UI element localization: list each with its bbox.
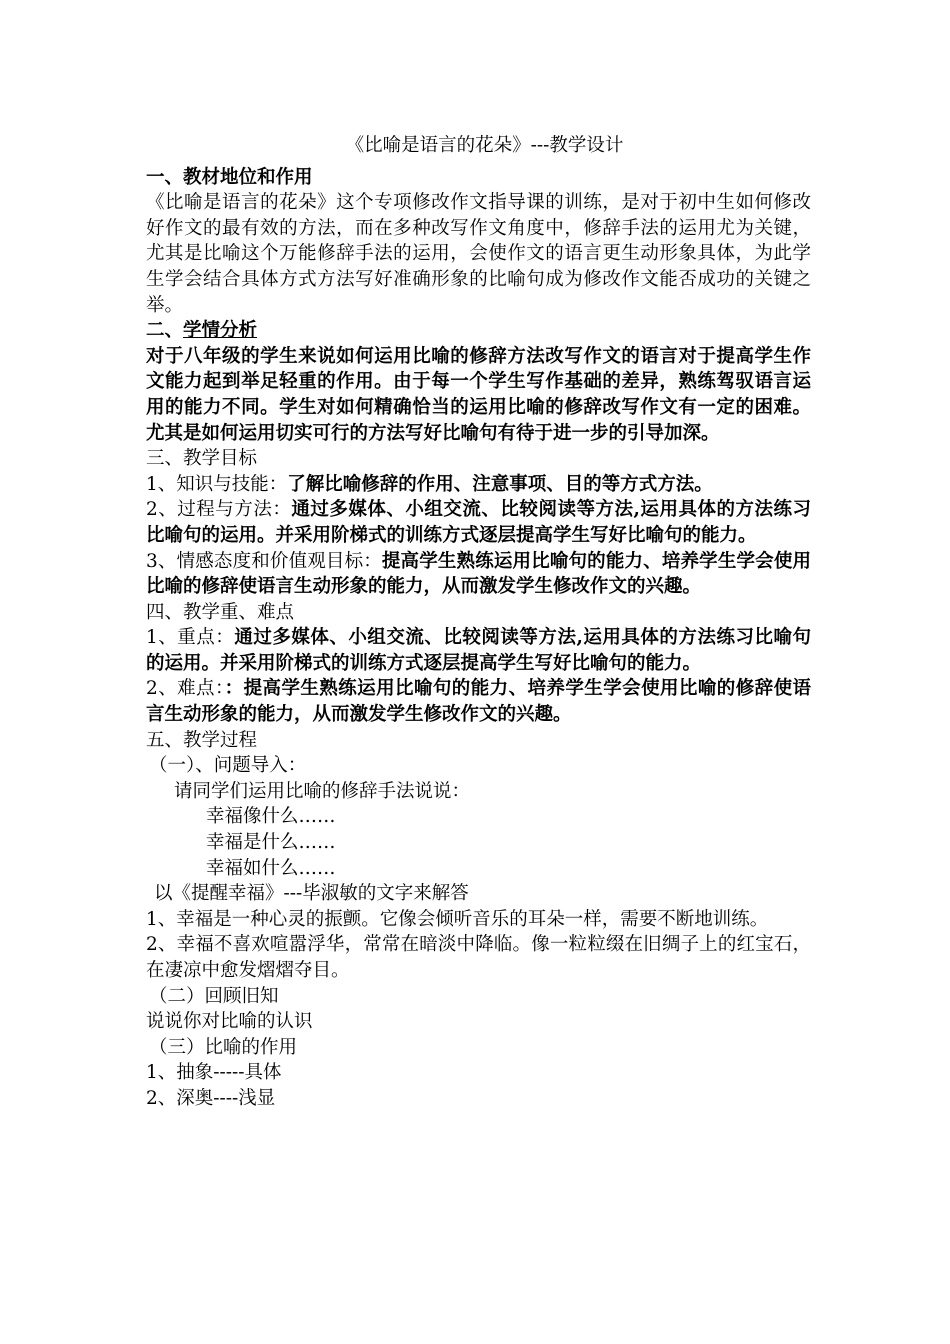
difficulty-item — [146, 676, 811, 727]
example-line: 幸福如什么…… — [206, 857, 336, 879]
function-item: 2、深奥----浅显 — [146, 1087, 276, 1109]
key-point-label: 1、重点： — [146, 627, 235, 649]
quote-item: 2、幸福不喜欢喧嚣浮华，常常在暗淡中降临。像一粒粒缀在旧绸子上的红宝石，在凄凉中愈发熠熠夺目。 — [146, 934, 811, 981]
objective-item — [146, 472, 811, 498]
document-page — [146, 133, 811, 1112]
function-item: 1、抽象-----具体 — [146, 1062, 282, 1084]
part-2-body: 说说你对比喻的认识 — [146, 1011, 313, 1033]
part-1-prompt: 请同学们运用比喻的修辞手法说说： — [174, 780, 471, 802]
part-2-heading: （二）回顾旧知 — [149, 985, 279, 1007]
objective-text: 了解比喻修辞的作用、注意事项、目的等方式方法。 — [287, 473, 713, 495]
key-point-item — [146, 625, 811, 676]
difficulty-text: ：提高学生熟练运用比喻句的能力、培养学生学会使用比喻的修辞使语言生动形象的能力，从而激发学生修改作文的兴趣。 — [146, 678, 811, 726]
document-title: 《比喻是语言的花朵》---教学设计 — [345, 135, 624, 156]
part-1-heading: （一）、问题导入： — [149, 755, 307, 777]
example-line: 幸福像什么…… — [206, 806, 336, 828]
section-4-heading: 四、教学重、难点 — [146, 601, 295, 623]
section-5-heading: 五、教学过程 — [146, 729, 258, 751]
difficulty-label: 2、难点： — [146, 678, 225, 700]
quote-item: 1、幸福是一种心灵的振颤。它像会倾听音乐的耳朵一样，需要不断地训练。 — [146, 908, 769, 930]
part-3-heading: （三）比喻的作用 — [149, 1036, 298, 1058]
objective-label: 3、情感态度和价值观目标： — [146, 550, 382, 572]
section-3-heading: 三、教学目标 — [146, 448, 258, 470]
section-2-prefix: 二、 — [146, 320, 184, 342]
section-1-heading: 一、教材地位和作用 — [146, 166, 313, 188]
objective-text: 提高学生熟练运用比喻句的能力、培养学生学会使用比喻的修辞使语言生动形象的能力，从而激发学生修改作文的兴趣。 — [146, 550, 811, 598]
part-1-reference: 以《提醒幸福》---毕淑敏的文字来解答 — [154, 883, 469, 905]
key-point-text: 通过多媒体、小组交流、比较阅读等方法,运用具体的方法练习比喻句的运用。并采用阶梯式的训练方式逐层提高学生写好比喻句的能力。 — [146, 627, 811, 674]
section-2-body: 对于八年级的学生来说如何运用比喻的修辞方法改写作文的语言对于提高学生作文能力起到举足轻重的作用。由于每一个学生写作基础的差异，熟练驾驭语言运用的能力不同。学生对如何精确恰当的运用比喻的修辞改写作文有一定的困难。尤其是如何运用切实可行的方法写好比喻句有待于进一步的引导加深。 — [146, 345, 811, 444]
objective-item — [146, 549, 811, 600]
example-line: 幸福是什么…… — [206, 832, 336, 854]
objective-text: 通过多媒体、小组交流、比较阅读等方法,运用具体的方法练习比喻句的运用。并采用阶梯式的训练方式逐层提高学生写好比喻句的能力。 — [146, 499, 811, 546]
objective-label: 1、知识与技能： — [146, 473, 288, 495]
section-2-heading — [146, 318, 811, 344]
objective-label: 2、过程与方法： — [146, 499, 292, 521]
section-2-title: 学情分析 — [183, 320, 258, 342]
section-1-body: 《比喻是语言的花朵》这个专项修改作文指导课的训练，是对于初中生如何修改好作文的最有效的方法，而在多种改写作文角度中，修辞手法的运用尤为关键，尤其是比喻这个万能修辞手法的运用，会使作文的语言更生动形象具体，为此学生学会结合具体方式方法写好准确形象的比喻句成为修改作文能否成功的关键之举。 — [146, 192, 811, 316]
objective-item — [146, 497, 811, 548]
